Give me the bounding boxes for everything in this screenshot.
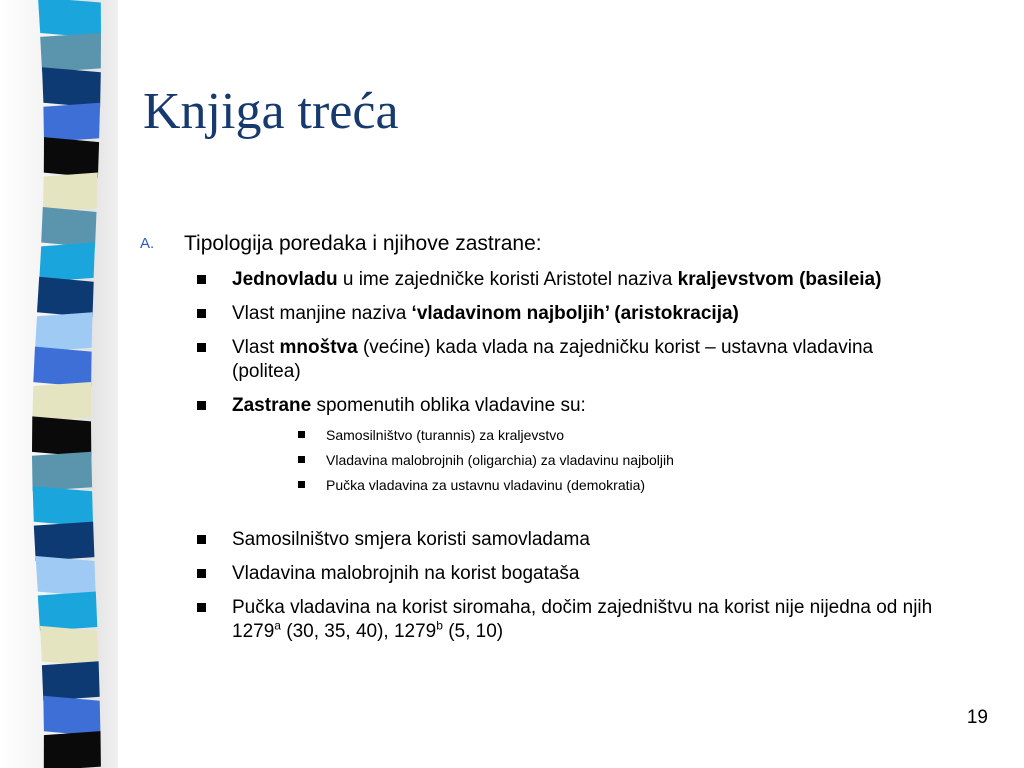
bullet-bold: ‘vladavinom najboljih’ (aristokracija) (411, 303, 739, 324)
ribbon-stripe (43, 103, 100, 143)
ribbon-stripe (32, 452, 92, 492)
ribbon-stripe (42, 67, 101, 108)
bullet-square-icon (197, 569, 206, 578)
bullet-text: u ime zajedničke koristi Aristotel naziva (337, 269, 678, 290)
ribbon-stripe (32, 382, 91, 422)
bullet-bold: Zastrane (232, 395, 312, 416)
bullet-oligarchy-interest (140, 562, 940, 586)
sub-bullet-square-icon (298, 431, 305, 438)
ribbon-stripe (34, 522, 95, 562)
bullet-polity (140, 336, 940, 384)
sub-bullet-tyranny (140, 426, 940, 444)
ribbon-stripe (42, 661, 100, 701)
point-a-marker: A. (140, 235, 155, 252)
sub-bullet-square-icon (298, 481, 305, 488)
ribbon-stripe (40, 33, 101, 73)
ribbon-stripe (39, 242, 95, 282)
ribbon-stripe (43, 173, 98, 213)
bullet-deviations (140, 394, 940, 418)
bullet-square-icon (197, 275, 206, 284)
slide-title: Knjiga treća (143, 83, 399, 140)
ribbon-stripe (41, 207, 96, 248)
ribbon-stripe (33, 486, 94, 527)
bullet-text: Vlast manjine naziva (232, 303, 412, 324)
bullet-tyranny-interest (140, 528, 940, 552)
ribbon-stripe (44, 731, 101, 768)
ribbon-stripe (35, 312, 93, 352)
bullet-text: Samosilništvo smjera koristi samovladama (232, 529, 590, 550)
bullet-square-icon (197, 535, 206, 544)
ribbon-stripe (32, 416, 91, 457)
bullet-text: Vladavina malobrojnih na korist bogataša (232, 563, 580, 584)
bullet-square-icon (197, 603, 206, 612)
point-a-text: Tipologija poredaka i njihove zastrane: (184, 232, 542, 255)
ribbon-stripe (38, 592, 98, 632)
page-number: 19 (966, 707, 988, 728)
sub-bullet-oligarchy (140, 451, 940, 469)
slide-content (140, 230, 940, 644)
sub-bullet-text: Samosilništvo (turannis) za kraljevstvo (326, 427, 565, 443)
superscript: a (274, 618, 281, 633)
ribbon-stripe (33, 347, 91, 388)
bullet-square-icon (197, 343, 206, 352)
bullet-democracy-interest (140, 596, 940, 644)
bullet-bold: kraljevstvom (basileia) (677, 269, 882, 290)
bullet-text: Pučka vladavina na korist siromaha, dočim zajedništvu na korist nije nijedna od njih 1279 (232, 597, 933, 642)
bullet-bold: Jednovladu (232, 269, 338, 290)
bullet-aristocracy (140, 302, 940, 326)
bullet-text: Vlast (232, 337, 280, 358)
bullet-square-icon (197, 309, 206, 318)
ribbon-stripe (38, 0, 101, 38)
bullet-text: spomenutih oblika vladavine su: (311, 395, 586, 416)
bullet-text: (5, 10) (442, 621, 504, 642)
bullet-monarchy (140, 268, 940, 292)
bullet-text: (30, 35, 40), 1279 (280, 621, 437, 642)
sub-bullet-text: Pučka vladavina za ustavnu vladavinu (demokratia) (326, 477, 646, 493)
sub-bullet-democracy (140, 476, 940, 494)
bullet-bold: mnoštva (279, 337, 358, 358)
bullet-text: (većine) kada vlada na zajedničku korist – ustavna vladavina (politea) (232, 337, 874, 382)
superscript: b (436, 618, 443, 633)
decorative-ribbon (0, 0, 118, 768)
sub-bullet-square-icon (298, 456, 305, 463)
ribbon-stripe (36, 556, 96, 597)
ribbon-stripe (40, 626, 99, 667)
point-a (140, 230, 940, 258)
sub-bullet-text: Vladavina malobrojnih (oligarchia) za vladavinu najboljih (326, 452, 674, 468)
bullet-square-icon (197, 401, 206, 410)
ribbon-stripe (44, 137, 99, 178)
ribbon-stripe (43, 696, 100, 737)
ribbon-stripe (37, 277, 94, 318)
